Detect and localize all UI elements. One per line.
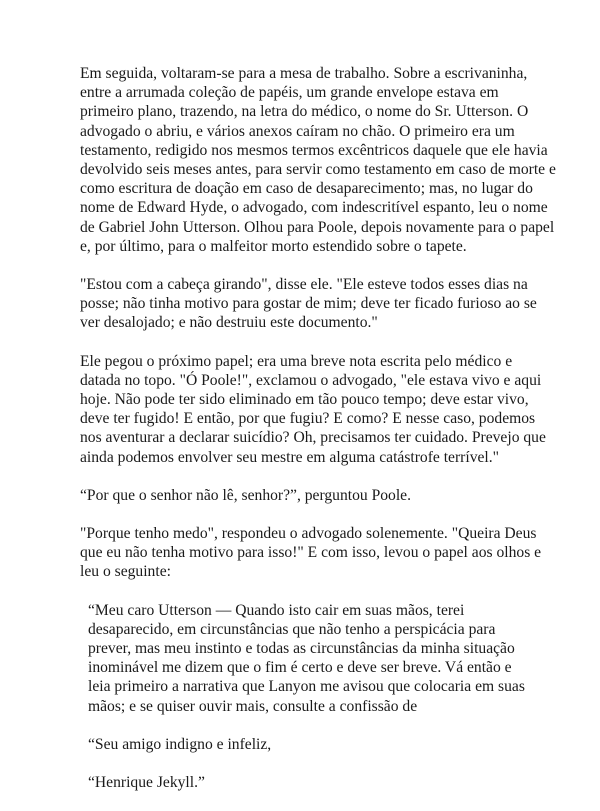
letter-body — [88, 601, 530, 716]
text-line: Em seguida, voltaram-se para a mesa de trabalho. Sobre a escrivaninha, — [80, 65, 528, 82]
text-line: que eu não tenha motivo para isso!" E com isso, levou o papel aos olhos e — [80, 544, 542, 562]
text-line: entre a arrumada coleção de papéis, um grande envelope estava em — [80, 84, 499, 102]
text-line: "Porque tenho medo", respondeu o advogado solenemente. "Queira Deus — [80, 525, 537, 543]
text-line: ainda podemos envolver seu mestre em alguma catástrofe terrível." — [80, 448, 500, 466]
text-line: leu o seguinte: — [80, 563, 171, 581]
text-line: datada no topo. "Ó Poole!", exclamou o advogado, "ele estava vivo e aqui — [80, 371, 542, 389]
text-line: leia primeiro a narrativa que Lanyon me avisou que colocaria em suas — [88, 678, 525, 696]
text-line: deve ter fugido! E então, por que fugiu? E como? E nesse caso, podemos — [80, 410, 536, 428]
text-line: “Por que o senhor não lê, senhor?”, perguntou Poole. — [80, 486, 412, 504]
text-line: desaparecido, em circunstâncias que não tenho a perspicácia para — [88, 620, 496, 638]
text-line: "Estou com a cabeça girando", disse ele. "Ele esteve todos esses dias na — [80, 276, 528, 294]
paragraph-desk-envelope — [80, 64, 556, 256]
text-line: posse; não tinha motivo para gostar de mim; deve ter ficado furioso ao se — [80, 295, 537, 313]
text-line: “Henrique Jekyll.” — [88, 774, 205, 792]
text-line: advogado o abriu, e vários anexos caíram no chão. O primeiro era um — [80, 122, 515, 140]
text-line: prever, mas meu instinto e todas as circunstâncias da minha situação — [88, 640, 515, 658]
text-line: inominável me dizem que o fim é certo e deve ser breve. Vá então e — [88, 659, 512, 677]
document-page — [80, 64, 556, 811]
text-line: primeiro plano, trazendo, na letra do médico, o nome do Sr. Utterson. O — [80, 103, 529, 121]
text-line: e, por último, para o malfeitor morto estendido sobre o tapete. — [80, 237, 467, 255]
text-line: “Meu caro Utterson — Quando isto cair em suas mãos, terei — [88, 601, 465, 619]
text-line: ver desalojado; e não destruiu este documento." — [80, 314, 378, 332]
text-line: testamento, redigido nos mesmos termos excêntricos daquele que ele havia — [80, 141, 548, 159]
text-line: mãos; e se quiser ouvir mais, consulte a confissão de — [88, 697, 418, 715]
text-line: Ele pegou o próximo papel; era uma breve nota escrita pelo médico e — [80, 352, 513, 370]
paragraph-because-afraid — [80, 524, 542, 582]
paragraph-next-paper — [80, 352, 546, 467]
text-line: “Seu amigo indigno e infeliz, — [88, 735, 272, 753]
text-line: hoje. Não pode ter sido eliminado em tão pouco tempo; deve estar vivo, — [80, 391, 529, 409]
text-line: como escritura de doação em caso de desaparecimento; mas, no lugar do — [80, 180, 533, 198]
text-line: nome de Edward Hyde, o advogado, com indescritível espanto, leu o nome — [80, 199, 548, 217]
paragraph-poole-question — [80, 486, 530, 505]
text-line: de Gabriel John Utterson. Olhou para Poole, depois novamente para o papel — [80, 218, 555, 236]
text-line: devolvido seis meses antes, para servir como testamento em caso de morte e — [80, 161, 556, 179]
letter-closing — [88, 735, 530, 754]
paragraph-head-spinning — [80, 275, 537, 333]
text-line: nos aventurar a declarar suicídio? Oh, precisamos ter cuidado. Prevejo que — [80, 429, 546, 447]
